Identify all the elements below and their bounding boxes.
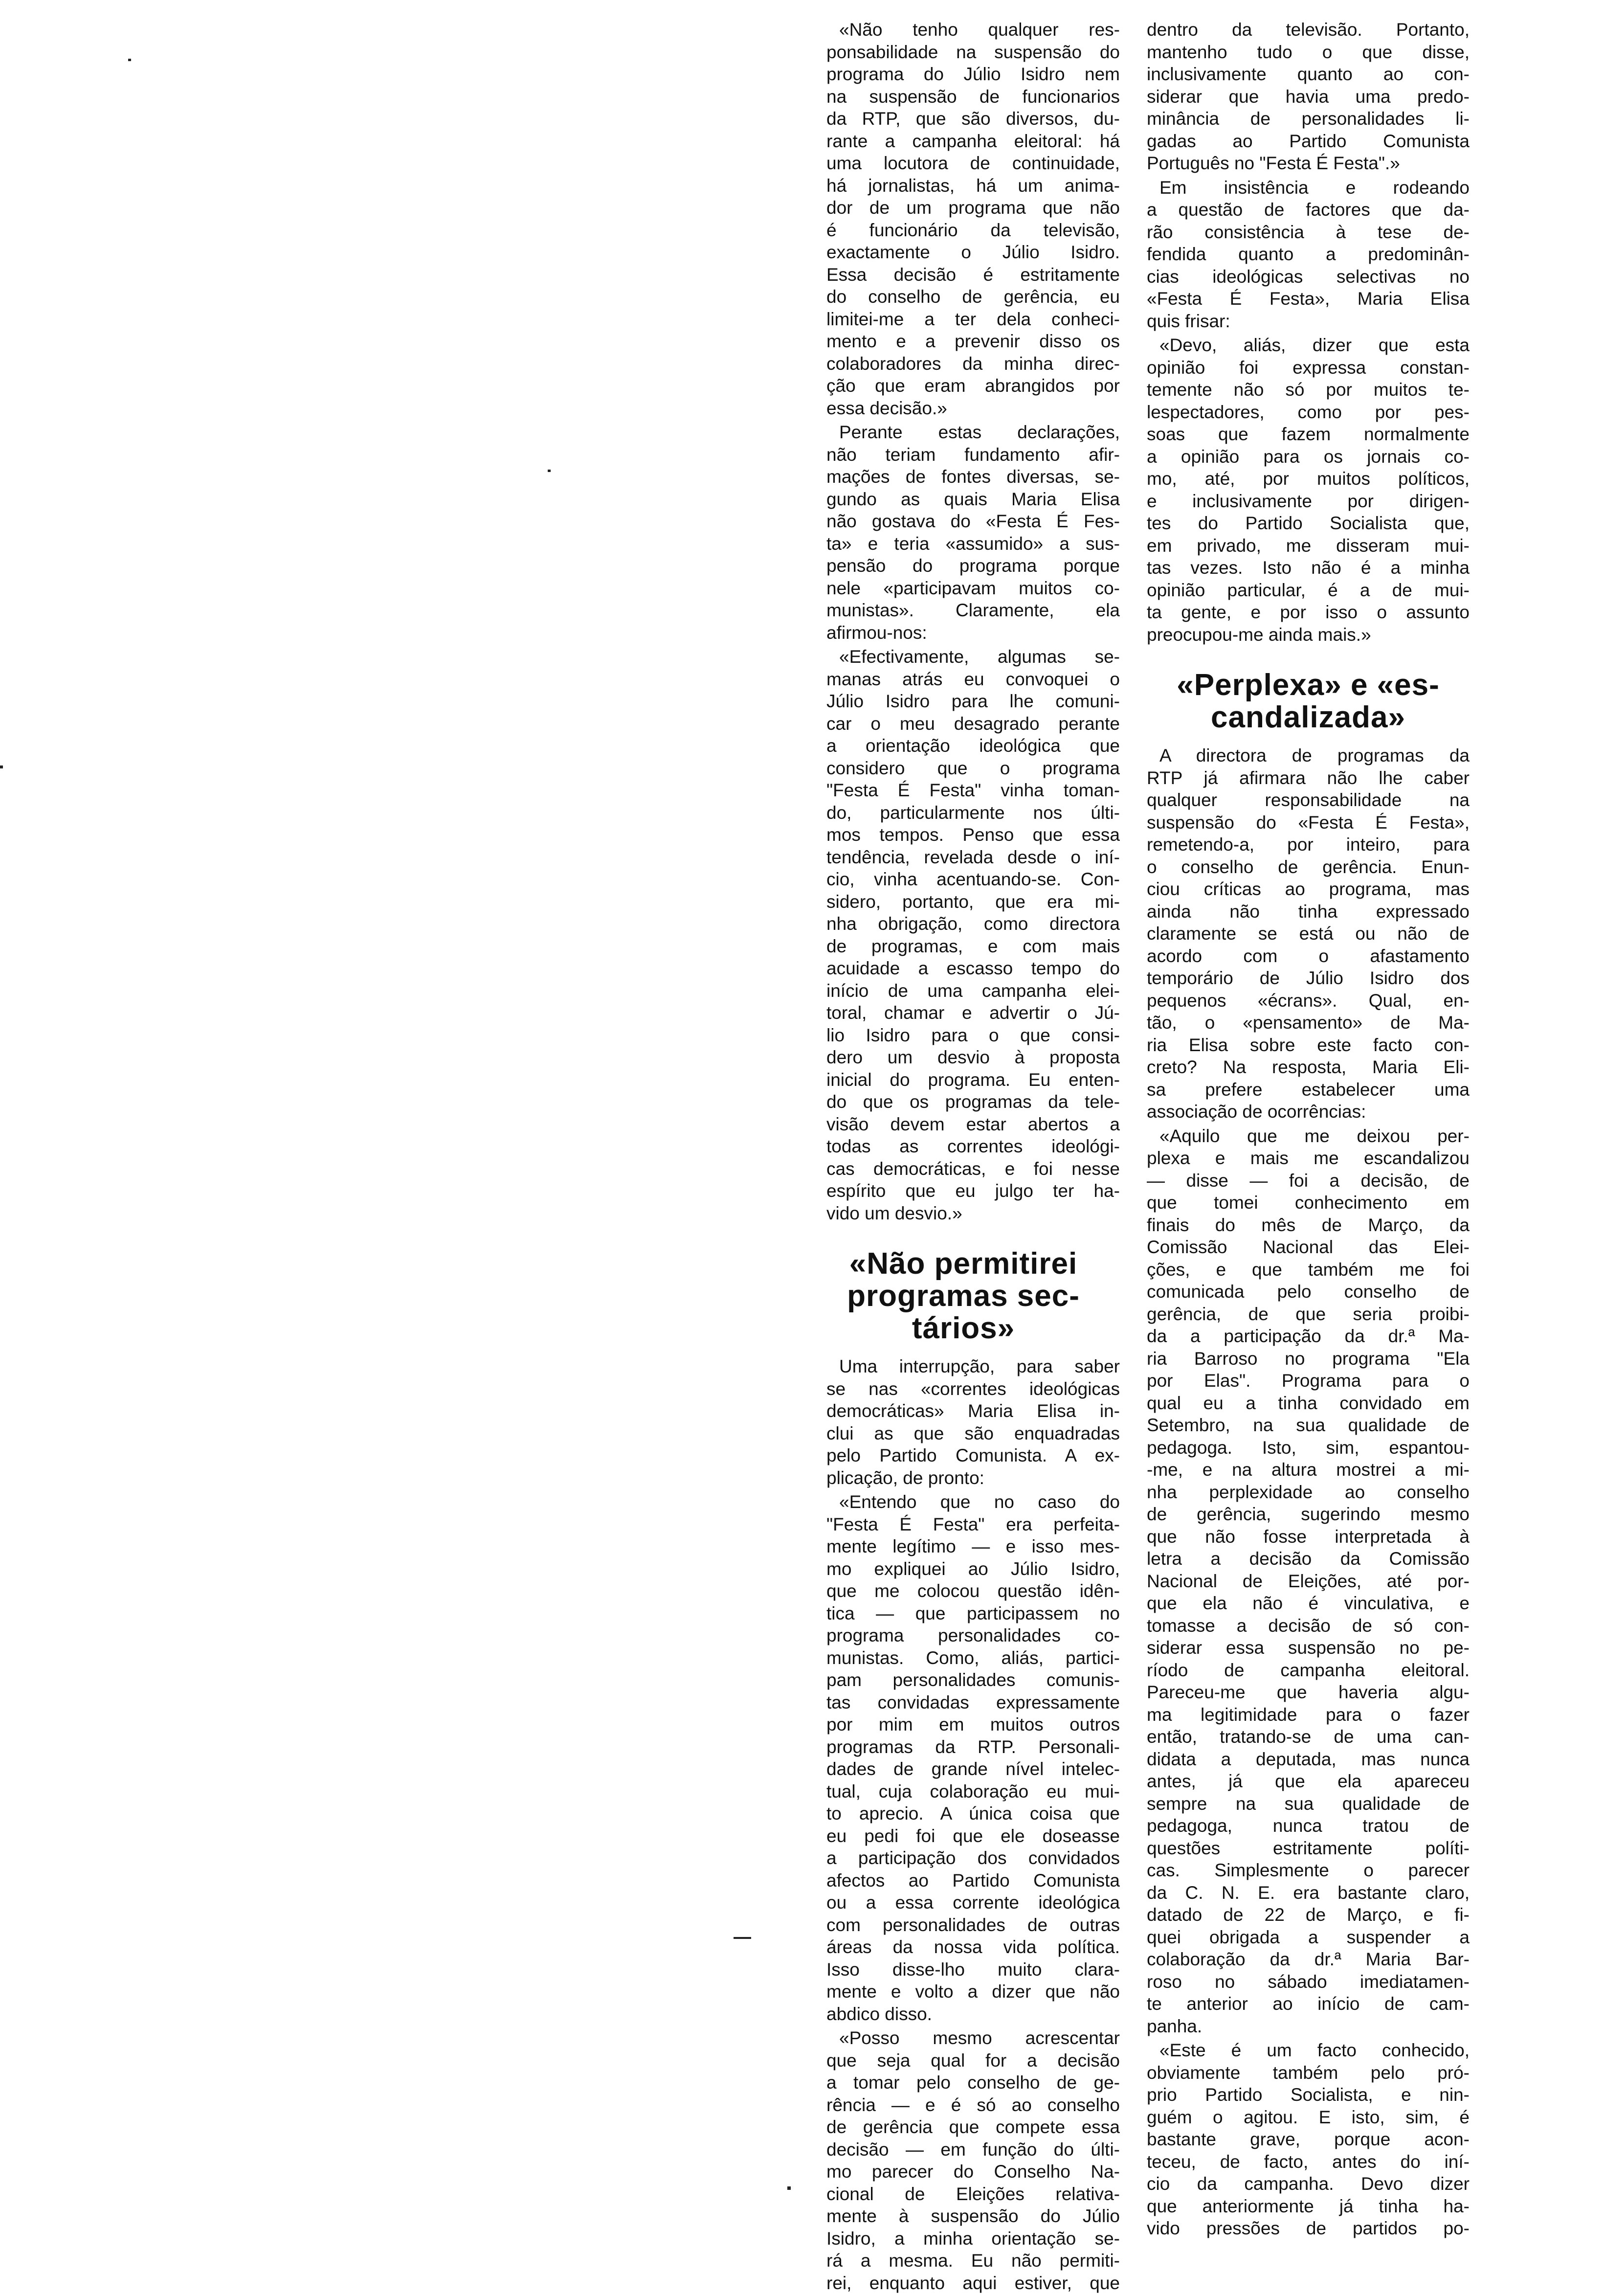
- text-line: Em insistência e rodeando: [1159, 177, 1470, 198]
- text-line: te anterior ao início de cam-: [1147, 1994, 1470, 2014]
- paragraph: [826, 2027, 1120, 2294]
- text-line: tão, o «pensamento» de Ma-: [1147, 1013, 1470, 1033]
- text-line: «Este é um facto conhecido,: [1159, 2040, 1470, 2060]
- scan-speck: [128, 59, 131, 61]
- text-line: Português no "Festa É Festa".»: [1147, 153, 1400, 173]
- text-line: do conselho de gerência, eu: [826, 287, 1120, 307]
- text-line: dades de grande nível intelec-: [826, 1759, 1120, 1779]
- text-line: considero que o programa: [826, 758, 1120, 778]
- text-line: dor de um programa que não: [826, 198, 1120, 218]
- text-line: "Festa É Festa" vinha toman-: [826, 780, 1120, 800]
- text-line: inicial do programa. Eu enten-: [826, 1069, 1120, 1090]
- text-line: sa prefere estabelecer uma: [1147, 1079, 1470, 1100]
- text-line: ciou críticas ao programa, mas: [1147, 879, 1470, 899]
- text-line: que não fosse interpretada à: [1147, 1526, 1470, 1547]
- scan-speck: [0, 765, 3, 768]
- text-line: limitei-me a ter dela conheci-: [826, 309, 1120, 329]
- text-line: lio Isidro para o que consi-: [826, 1025, 1120, 1045]
- text-line: pensão do programa porque: [826, 556, 1120, 576]
- text-line: tendência, revelada desde o iní-: [826, 847, 1120, 867]
- text-line: creto? Na resposta, Maria Eli-: [1147, 1057, 1470, 1077]
- paragraph: [1147, 334, 1470, 646]
- text-line: Essa decisão é estritamente: [826, 264, 1120, 285]
- text-line: temente não só por muitos te-: [1147, 380, 1470, 400]
- text-line: teceu, de facto, antes do iní-: [1147, 2151, 1470, 2172]
- text-line: ríodo de campanha eleitoral.: [1147, 1660, 1470, 1680]
- text-line: áreas da nossa vida política.: [826, 1937, 1120, 1957]
- text-line: plexa e mais me escandalizou: [1147, 1148, 1470, 1168]
- text-line: quei obrigada a suspender a: [1147, 1927, 1470, 1947]
- text-line: da RTP, que são diversos, du-: [826, 109, 1120, 129]
- text-line: pedagoga, nunca tratou de: [1147, 1816, 1470, 1836]
- text-line: dero um desvio à proposta: [826, 1047, 1120, 1067]
- text-line: claramente se está ou não de: [1147, 923, 1470, 944]
- text-line: mos tempos. Penso que essa: [826, 825, 1120, 845]
- text-line: de programas, e com mais: [826, 936, 1120, 956]
- text-line: to aprecio. A única coisa que: [826, 1803, 1120, 1823]
- paragraph: [826, 1491, 1120, 2025]
- text-line: de gerência, sugerindo mesmo: [1147, 1504, 1470, 1524]
- text-line: «Posso mesmo acrescentar: [839, 2028, 1120, 2048]
- text-line: guém o agitou. E isto, sim, é: [1147, 2107, 1470, 2127]
- text-line: pam personalidades comunis-: [826, 1670, 1120, 1690]
- text-line: mações de fontes diversas, se-: [826, 467, 1120, 487]
- text-line: rência — e é só ao conselho: [826, 2094, 1120, 2115]
- text-line: mente legítimo — e isso mes-: [826, 1536, 1120, 1556]
- text-line: então, tratando-se de uma can-: [1147, 1727, 1470, 1747]
- text-line: nha obrigação, como directora: [826, 914, 1120, 934]
- text-line: «Devo, aliás, dizer que esta: [1159, 335, 1470, 355]
- text-line: inclusivamente quanto ao con-: [1147, 64, 1470, 84]
- paragraph: [1147, 1125, 1470, 2038]
- text-line: soas que fazem normalmente: [1147, 424, 1470, 444]
- text-line: início de uma campanha elei-: [826, 980, 1120, 1001]
- text-line: pelo Partido Comunista. A ex-: [826, 1445, 1120, 1465]
- text-line: cio, vinha acentuando-se. Con-: [826, 869, 1120, 889]
- heading-line: programas sec-: [847, 1279, 1080, 1313]
- text-line: comunicada pelo conselho de: [1147, 1282, 1470, 1302]
- text-line: que tomei conhecimento em: [1147, 1193, 1470, 1213]
- text-line: tas convidadas expressamente: [826, 1692, 1120, 1712]
- text-line: cio da campanha. Devo dizer: [1147, 2174, 1470, 2194]
- text-line: associação de ocorrências:: [1147, 1102, 1366, 1122]
- heading-line: tários»: [912, 1311, 1015, 1345]
- text-line: qual eu a tinha convidado em: [1147, 1393, 1470, 1413]
- text-line: não teriam fundamento afir-: [826, 444, 1120, 465]
- text-line: sidero, portanto, que era mi-: [826, 891, 1120, 912]
- text-line: ponsabilidade na suspensão do: [826, 42, 1120, 62]
- text-line: afirmou-nos:: [826, 622, 927, 643]
- text-line: minância de personalidades li-: [1147, 109, 1470, 129]
- text-line: todas as correntes ideológi-: [826, 1136, 1120, 1156]
- heading-line: «Perplexa» e «es-: [1177, 668, 1440, 702]
- text-line: nele «participavam muitos co-: [826, 578, 1120, 598]
- text-line: de gerência que compete essa: [826, 2117, 1120, 2137]
- text-line: gerência, de que seria proibi-: [1147, 1304, 1470, 1324]
- text-line: espírito que eu julgo ter ha-: [826, 1181, 1120, 1201]
- text-line: que seja qual for a decisão: [826, 2050, 1120, 2071]
- text-line: finais do mês de Março, da: [1147, 1215, 1470, 1235]
- text-line: da a participação da dr.ª Ma-: [1147, 1326, 1470, 1346]
- text-line: programas da RTP. Personali-: [826, 1736, 1120, 1757]
- text-line: não gostava do «Festa É Fes-: [826, 511, 1120, 531]
- article-column-1: [826, 19, 1120, 2296]
- text-line: opinião foi expressa constan-: [1147, 357, 1470, 378]
- text-line: é funcionário da televisão,: [826, 220, 1120, 240]
- text-line: bastante grave, porque acon-: [1147, 2129, 1470, 2149]
- text-line: acordo com o afastamento: [1147, 945, 1470, 966]
- text-line: dentro da televisão. Portanto,: [1147, 20, 1470, 40]
- text-line: que me colocou questão idên-: [826, 1581, 1120, 1601]
- text-line: vido um desvio.»: [826, 1203, 962, 1223]
- text-line: didata a deputada, mas nunca: [1147, 1749, 1470, 1769]
- section-heading: [807, 1248, 1120, 1345]
- text-line: a orientação ideológica que: [826, 736, 1120, 756]
- text-line: ou a essa corrente ideológica: [826, 1892, 1120, 1913]
- text-line: Nacional de Eleições, até por-: [1147, 1571, 1470, 1591]
- text-line: em privado, me disseram mui-: [1147, 535, 1470, 556]
- text-line: qualquer responsabilidade na: [1147, 790, 1470, 810]
- text-line: remetendo-a, por inteiro, para: [1147, 834, 1470, 855]
- text-line: do, particularmente nos últi-: [826, 802, 1120, 823]
- text-line: tica — que participassem no: [826, 1603, 1120, 1623]
- text-line: «Aquilo que me deixou per-: [1159, 1125, 1470, 1146]
- text-line: mo expliquei ao Júlio Isidro,: [826, 1558, 1120, 1579]
- text-line: munistas». Claramente, ela: [826, 600, 1120, 620]
- text-line: há jornalistas, há um anima-: [826, 175, 1120, 196]
- text-line: fendida quanto a predominân-: [1147, 244, 1470, 264]
- text-line: democráticas» Maria Elisa in-: [826, 1401, 1120, 1421]
- paragraph: [826, 646, 1120, 1224]
- paragraph: [826, 1355, 1120, 1489]
- article-column-2: [1147, 19, 1470, 2242]
- text-line: rão consistência à tese de-: [1147, 222, 1470, 242]
- text-line: ções, e que também me foi: [1147, 1259, 1470, 1280]
- text-line: munistas. Como, aliás, partici-: [826, 1647, 1120, 1668]
- text-line: lespectadores, como por pes-: [1147, 402, 1470, 422]
- text-line: «Não tenho qualquer res-: [839, 20, 1120, 40]
- text-line: manas atrás eu convoquei o: [826, 669, 1120, 689]
- paragraph: [826, 421, 1120, 644]
- text-line: abdico disso.: [826, 2003, 932, 2024]
- text-line: A directora de programas da: [1159, 745, 1470, 765]
- paragraph: [1147, 19, 1470, 175]
- paragraph: [1147, 2039, 1470, 2240]
- text-line: mo, até, por muitos políticos,: [1147, 469, 1470, 489]
- text-line: -me, e na altura mostrei a mi-: [1147, 1460, 1470, 1480]
- scan-speck: [787, 2186, 791, 2190]
- text-line: Setembro, na sua qualidade de: [1147, 1415, 1470, 1435]
- text-line: mento e a prevenir disso os: [826, 331, 1120, 351]
- text-line: Isso disse-lho muito clara-: [826, 1959, 1120, 1980]
- text-line: Júlio Isidro para lhe comuni-: [826, 691, 1120, 711]
- text-line: mo parecer do Conselho Na-: [826, 2161, 1120, 2182]
- paragraph: [1147, 177, 1470, 333]
- text-line: tual, cuja colaboração eu mui-: [826, 1781, 1120, 1801]
- text-line: Comissão Nacional das Elei-: [1147, 1237, 1470, 1257]
- scan-dash: [734, 1937, 751, 1939]
- text-line: Isidro, a minha orientação se-: [826, 2228, 1120, 2249]
- text-line: suspensão do «Festa É Festa»,: [1147, 812, 1470, 833]
- text-line: com personalidades de outras: [826, 1914, 1120, 1935]
- text-line: letra a decisão da Comissão: [1147, 1549, 1470, 1569]
- text-line: ção que eram abrangidos por: [826, 376, 1120, 396]
- text-line: ma legitimidade para o fazer: [1147, 1704, 1470, 1725]
- text-line: colaboração da dr.ª Maria Bar-: [1147, 1949, 1470, 1969]
- text-line: tes do Partido Socialista que,: [1147, 513, 1470, 533]
- text-line: visão devem estar abertos a: [826, 1114, 1120, 1134]
- section-heading: [1147, 669, 1470, 734]
- paragraph: [826, 19, 1120, 419]
- text-line: na suspensão de funcionarios: [826, 86, 1120, 107]
- text-line: quis frisar:: [1147, 311, 1230, 331]
- paragraph: [1147, 744, 1470, 1123]
- text-line: pedagoga. Isto, sim, espantou-: [1147, 1437, 1470, 1458]
- text-line: plicação, de pronto:: [826, 1467, 984, 1488]
- text-line: obviamente também pelo pró-: [1147, 2062, 1470, 2083]
- text-line: afectos ao Partido Comunista: [826, 1870, 1120, 1891]
- text-line: ta» e teria «assumido» a sus-: [826, 533, 1120, 554]
- text-line: vido pressões de partidos po-: [1147, 2218, 1470, 2238]
- text-line: — disse — foi a decisão, de: [1147, 1170, 1470, 1191]
- text-line: preocupou-me ainda mais.»: [1147, 624, 1371, 645]
- text-line: do que os programas da tele-: [826, 1092, 1120, 1112]
- text-line: cas democráticas, e foi nesse: [826, 1158, 1120, 1179]
- text-line: a tomar pelo conselho de ge-: [826, 2072, 1120, 2093]
- text-line: cias ideológicas selectivas no: [1147, 266, 1470, 287]
- text-line: rá a mesma. Eu não permiti-: [826, 2251, 1120, 2271]
- text-line: a questão de factores que da-: [1147, 200, 1470, 220]
- text-line: a opinião para os jornais co-: [1147, 446, 1470, 467]
- text-line: questões estritamente políti-: [1147, 1838, 1470, 1858]
- text-line: temporário de Júlio Isidro dos: [1147, 968, 1470, 988]
- text-line: da C. N. E. era bastante claro,: [1147, 1882, 1470, 1903]
- text-line: gadas ao Partido Comunista: [1147, 131, 1470, 151]
- text-line: toral, chamar e advertir o Jú-: [826, 1003, 1120, 1023]
- scan-speck: [548, 470, 551, 472]
- text-line: colaboradores da minha direc-: [826, 353, 1120, 374]
- text-line: car o meu desagrado perante: [826, 713, 1120, 734]
- text-line: cional de Eleições relativa-: [826, 2183, 1120, 2204]
- text-line: a participação dos convidados: [826, 1848, 1120, 1868]
- text-line: gundo as quais Maria Elisa: [826, 489, 1120, 509]
- text-line: eu pedi foi que ele doseasse: [826, 1825, 1120, 1846]
- text-line: programa personalidades co-: [826, 1625, 1120, 1645]
- text-line: datado de 22 de Março, e fi-: [1147, 1905, 1470, 1925]
- text-line: o conselho de gerência. Enun-: [1147, 856, 1470, 877]
- text-line: panha.: [1147, 2016, 1203, 2036]
- text-line: essa decisão.»: [826, 398, 947, 418]
- text-line: rante a campanha eleitoral: há: [826, 131, 1120, 151]
- text-line: e inclusivamente por dirigen-: [1147, 491, 1470, 511]
- text-line: Pareceu-me que haveria algu-: [1147, 1682, 1470, 1702]
- text-line: «Festa É Festa», Maria Elisa: [1147, 289, 1470, 309]
- text-line: ta gente, e por isso o assunto: [1147, 602, 1470, 622]
- text-line: nha perplexidade ao conselho: [1147, 1482, 1470, 1502]
- text-line: "Festa É Festa" era perfeita-: [826, 1514, 1120, 1534]
- text-line: roso no sábado imediatamen-: [1147, 1971, 1470, 1992]
- text-line: que ela não é vinculativa, e: [1147, 1593, 1470, 1613]
- text-line: antes, já que ela apareceu: [1147, 1771, 1470, 1791]
- text-line: siderar essa suspensão no pe-: [1147, 1638, 1470, 1658]
- text-line: opinião particular, é a de mui-: [1147, 580, 1470, 600]
- text-line: cas. Simplesmente o parecer: [1147, 1860, 1470, 1880]
- text-line: uma locutora de continuidade,: [826, 153, 1120, 173]
- heading-line: candalizada»: [1211, 700, 1405, 734]
- text-line: ria Elisa sobre este facto con-: [1147, 1035, 1470, 1055]
- text-line: mente e volto a dizer que não: [826, 1981, 1120, 2002]
- text-line: ainda não tinha expressado: [1147, 901, 1470, 922]
- text-line: rei, enquanto aqui estiver, que: [826, 2273, 1120, 2293]
- text-line: Uma interrupção, para saber: [839, 1356, 1120, 1376]
- text-line: mantenho tudo o que disse,: [1147, 42, 1470, 62]
- text-line: ria Barroso no programa "Ela: [1147, 1348, 1470, 1369]
- text-line: programa do Júlio Isidro nem: [826, 64, 1120, 84]
- text-line: tas vezes. Isto não é a minha: [1147, 558, 1470, 578]
- text-line: Perante estas declarações,: [839, 422, 1120, 442]
- text-line: mente à suspensão do Júlio: [826, 2206, 1120, 2226]
- heading-line: «Não permitirei: [849, 1247, 1078, 1281]
- text-line: sempre na sua qualidade de: [1147, 1793, 1470, 1814]
- text-line: prio Partido Socialista, e nin-: [1147, 2085, 1470, 2105]
- text-line: «Efectivamente, algumas se-: [839, 647, 1120, 667]
- text-line: por Elas". Programa para o: [1147, 1371, 1470, 1391]
- text-line: RTP já afirmara não lhe caber: [1147, 767, 1470, 788]
- text-line: exactamente o Júlio Isidro.: [826, 242, 1120, 262]
- text-line: siderar que havia uma predo-: [1147, 86, 1470, 107]
- text-line: «Entendo que no caso do: [839, 1492, 1120, 1512]
- text-line: clui as que são enquadradas: [826, 1423, 1120, 1443]
- text-line: acuidade a escasso tempo do: [826, 958, 1120, 978]
- text-line: por mim em muitos outros: [826, 1714, 1120, 1734]
- text-line: que anteriormente já tinha ha-: [1147, 2196, 1470, 2216]
- text-line: decisão — em função do últi-: [826, 2139, 1120, 2160]
- text-line: tomasse a decisão de só con-: [1147, 1615, 1470, 1636]
- text-line: se nas «correntes ideológicas: [826, 1378, 1120, 1399]
- text-line: pequenos «écrans». Qual, en-: [1147, 990, 1470, 1011]
